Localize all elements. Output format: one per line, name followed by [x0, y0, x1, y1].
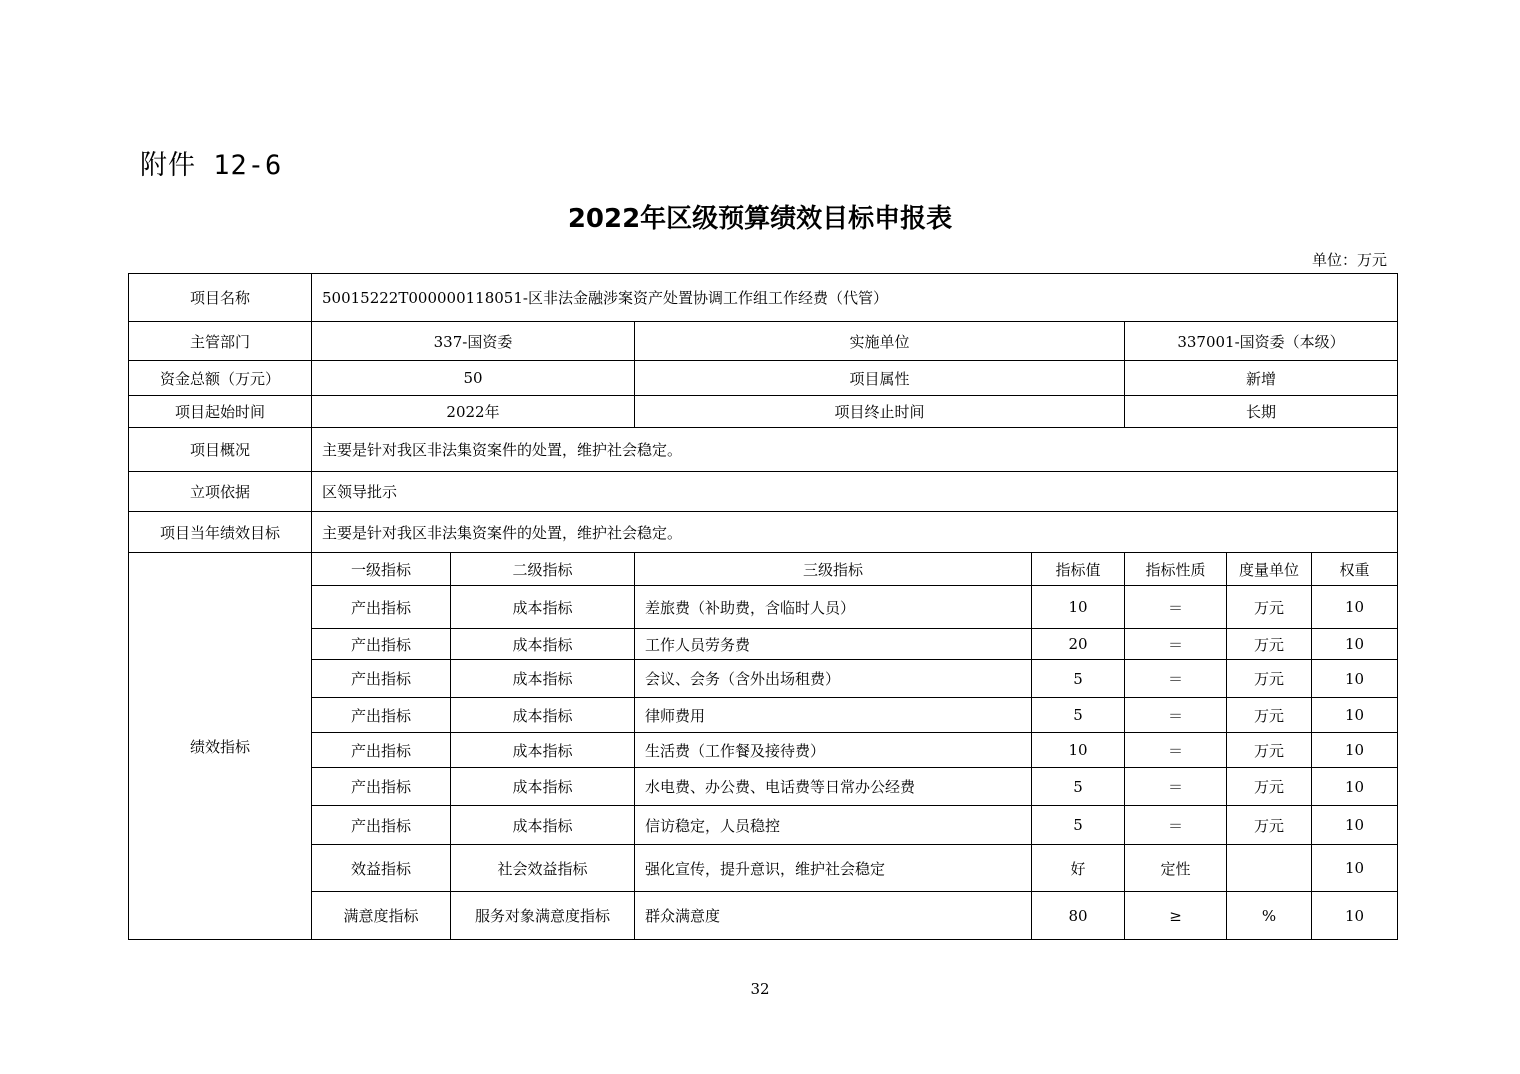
indicator-level2-cell: 成本指标 — [451, 733, 635, 768]
indicator-level1-cell: 效益指标 — [312, 845, 451, 892]
indicator-weight-cell: 10 — [1312, 698, 1398, 733]
indicator-weight-cell: 10 — [1312, 845, 1398, 892]
attachment-label: 附件 12-6 — [140, 150, 283, 181]
header-level3: 三级指标 — [635, 553, 1032, 586]
table-row — [129, 629, 1398, 660]
indicator-unit-cell: % — [1227, 892, 1312, 940]
dept-value: 337-国资委 — [312, 322, 635, 361]
start-time-label: 项目起始时间 — [129, 396, 312, 428]
indicator-level2-cell: 服务对象满意度指标 — [451, 892, 635, 940]
header-level1: 一级指标 — [312, 553, 451, 586]
header-value: 指标值 — [1032, 553, 1125, 586]
indicator-level3-cell: 强化宣传，提升意识，维护社会稳定 — [635, 845, 1032, 892]
overview-value: 主要是针对我区非法集资案件的处置，维护社会稳定。 — [312, 428, 1398, 472]
attribute-value: 新增 — [1125, 361, 1398, 396]
unit-label: 单位：万元 — [1311, 251, 1387, 269]
indicator-level1-cell: 产出指标 — [312, 629, 451, 660]
indicator-nature-cell: 定性 — [1125, 845, 1227, 892]
indicator-nature-cell: ＝ — [1125, 733, 1227, 768]
row-time — [129, 396, 1398, 428]
indicator-level3-cell: 差旅费（补助费，含临时人员） — [635, 586, 1032, 629]
indicator-level3-cell: 生活费（工作餐及接待费） — [635, 733, 1032, 768]
row-overview — [129, 428, 1398, 472]
indicator-weight-cell: 10 — [1312, 660, 1398, 698]
table-row — [129, 892, 1398, 940]
header-unit: 度量单位 — [1227, 553, 1312, 586]
project-name-value: 50015222T000000118051-区非法金融涉案资产处置协调工作组工作经费（代管） — [312, 274, 1398, 322]
indicator-level2-cell: 成本指标 — [451, 629, 635, 660]
attribute-label: 项目属性 — [635, 361, 1125, 396]
table-row — [129, 586, 1398, 629]
indicator-level2-cell: 社会效益指标 — [451, 845, 635, 892]
indicator-level3-cell: 会议、会务（含外出场租费） — [635, 660, 1032, 698]
row-basis — [129, 472, 1398, 512]
impl-unit-value: 337001-国资委（本级） — [1125, 322, 1398, 361]
indicator-nature-cell: ＝ — [1125, 660, 1227, 698]
indicator-level2-cell: 成本指标 — [451, 698, 635, 733]
goal-label: 项目当年绩效目标 — [129, 512, 312, 553]
indicator-level2-cell: 成本指标 — [451, 768, 635, 806]
indicator-unit-cell: 万元 — [1227, 629, 1312, 660]
indicator-value-cell: 5 — [1032, 698, 1125, 733]
project-name-label: 项目名称 — [129, 274, 312, 322]
indicator-unit-cell: 万元 — [1227, 768, 1312, 806]
total-funds-value: 50 — [312, 361, 635, 396]
header-weight: 权重 — [1312, 553, 1398, 586]
table-row — [129, 660, 1398, 698]
indicator-weight-cell: 10 — [1312, 768, 1398, 806]
dept-label: 主管部门 — [129, 322, 312, 361]
table-row — [129, 698, 1398, 733]
impl-unit-label: 实施单位 — [635, 322, 1125, 361]
table-row — [129, 806, 1398, 845]
indicator-level1-cell: 产出指标 — [312, 806, 451, 845]
basis-value: 区领导批示 — [312, 472, 1398, 512]
indicator-weight-cell: 10 — [1312, 733, 1398, 768]
header-nature: 指标性质 — [1125, 553, 1227, 586]
indicator-level1-cell: 产出指标 — [312, 660, 451, 698]
goal-value: 主要是针对我区非法集资案件的处置，维护社会稳定。 — [312, 512, 1398, 553]
indicator-unit-cell: 万元 — [1227, 733, 1312, 768]
indicator-weight-cell: 10 — [1312, 806, 1398, 845]
indicator-value-cell: 20 — [1032, 629, 1125, 660]
indicator-unit-cell: 万元 — [1227, 698, 1312, 733]
row-goal — [129, 512, 1398, 553]
indicator-unit-cell — [1227, 845, 1312, 892]
indicator-value-cell: 5 — [1032, 806, 1125, 845]
indicator-value-cell: 好 — [1032, 845, 1125, 892]
indicator-level1-cell: 产出指标 — [312, 733, 451, 768]
indicator-level1-cell: 产出指标 — [312, 698, 451, 733]
overview-label: 项目概况 — [129, 428, 312, 472]
row-dept — [129, 322, 1398, 361]
indicator-unit-cell: 万元 — [1227, 660, 1312, 698]
indicator-unit-cell: 万元 — [1227, 586, 1312, 629]
indicator-weight-cell: 10 — [1312, 586, 1398, 629]
indicator-level2-cell: 成本指标 — [451, 806, 635, 845]
indicator-value-cell: 5 — [1032, 768, 1125, 806]
indicator-unit-cell: 万元 — [1227, 806, 1312, 845]
indicators-label: 绩效指标 — [129, 553, 312, 940]
indicator-weight-cell: 10 — [1312, 892, 1398, 940]
indicator-level3-cell: 律师费用 — [635, 698, 1032, 733]
indicator-level2-cell: 成本指标 — [451, 586, 635, 629]
header-level2: 二级指标 — [451, 553, 635, 586]
row-funds — [129, 361, 1398, 396]
row-project-name — [129, 274, 1398, 322]
indicator-nature-cell: ＝ — [1125, 698, 1227, 733]
indicator-nature-cell: ＝ — [1125, 806, 1227, 845]
page-title: 2022年区级预算绩效目标申报表 — [567, 204, 953, 234]
indicator-nature-cell: ＝ — [1125, 768, 1227, 806]
table-row — [129, 768, 1398, 806]
indicator-header-row — [129, 553, 1398, 586]
indicator-level1-cell: 满意度指标 — [312, 892, 451, 940]
table-row — [129, 733, 1398, 768]
basis-label: 立项依据 — [129, 472, 312, 512]
indicator-level2-cell: 成本指标 — [451, 660, 635, 698]
total-funds-label: 资金总额（万元） — [129, 361, 312, 396]
indicator-nature-cell: ＝ — [1125, 586, 1227, 629]
indicator-weight-cell: 10 — [1312, 629, 1398, 660]
declaration-table — [128, 273, 1398, 940]
page-number: 32 — [750, 980, 770, 998]
indicator-value-cell: 10 — [1032, 586, 1125, 629]
indicator-level3-cell: 信访稳定，人员稳控 — [635, 806, 1032, 845]
indicator-nature-cell: ＝ — [1125, 629, 1227, 660]
indicator-level1-cell: 产出指标 — [312, 768, 451, 806]
indicator-level3-cell: 群众满意度 — [635, 892, 1032, 940]
indicator-level1-cell: 产出指标 — [312, 586, 451, 629]
indicator-value-cell: 80 — [1032, 892, 1125, 940]
indicator-level3-cell: 工作人员劳务费 — [635, 629, 1032, 660]
indicator-level3-cell: 水电费、办公费、电话费等日常办公经费 — [635, 768, 1032, 806]
indicator-nature-cell: ≥ — [1125, 892, 1227, 940]
indicator-value-cell: 10 — [1032, 733, 1125, 768]
end-time-label: 项目终止时间 — [635, 396, 1125, 428]
indicator-value-cell: 5 — [1032, 660, 1125, 698]
end-time-value: 长期 — [1125, 396, 1398, 428]
start-time-value: 2022年 — [312, 396, 635, 428]
table-row — [129, 845, 1398, 892]
